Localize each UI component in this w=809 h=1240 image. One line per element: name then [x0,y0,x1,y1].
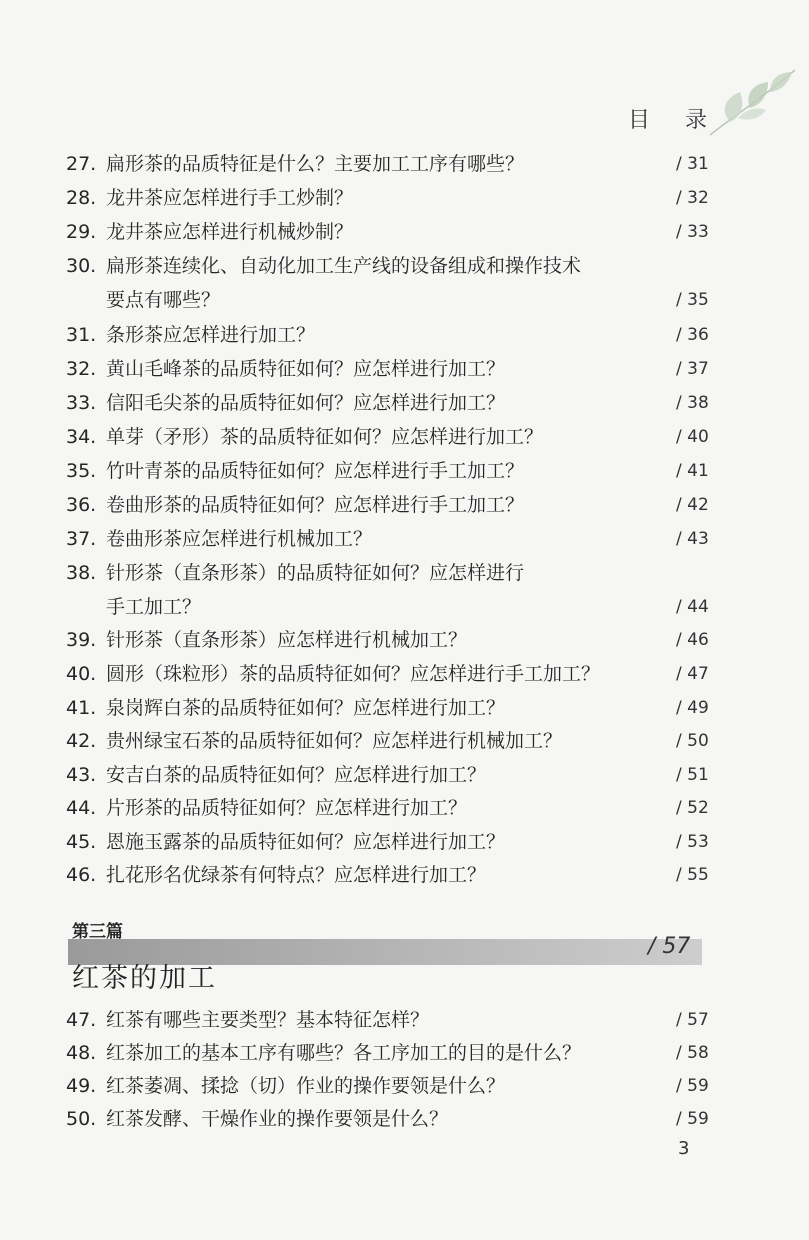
entry-page: / 53 [676,832,709,852]
entry-title: 龙井茶应怎样进行机械炒制？ [106,221,354,243]
entry-number: 43. [66,764,97,786]
toc-entry[interactable] [66,420,726,454]
entry-page: / 57 [676,1010,709,1030]
entry-title: 针形茶（直条形茶）应怎样进行机械加工？ [106,629,468,651]
toc-entry[interactable] [66,1102,726,1136]
entry-number: 30. [66,255,97,277]
entry-page: / 42 [676,495,709,515]
entry-page: / 40 [676,427,709,447]
entry-title: 卷曲形茶的品质特征如何？应怎样进行手工加工？ [106,494,525,516]
toc-entry[interactable] [66,488,726,522]
entry-page: / 33 [676,222,709,242]
entry-title: 竹叶青茶的品质特征如何？应怎样进行手工加工？ [106,460,525,482]
entry-page: / 50 [676,731,709,751]
entry-page: / 38 [676,393,709,413]
toc-entry[interactable] [66,1069,726,1103]
entry-title: 黄山毛峰茶的品质特征如何？应怎样进行加工？ [106,358,506,380]
entry-page: / 47 [676,664,709,684]
entry-page: / 52 [676,798,709,818]
toc-entry[interactable] [66,791,726,825]
toc-entry[interactable] [66,147,726,181]
entry-number: 41. [66,697,97,719]
entry-number: 35. [66,460,97,482]
entry-title: 贵州绿宝石茶的品质特征如何？应怎样进行机械加工？ [106,730,563,752]
toc-entry[interactable] [66,386,726,420]
toc-entry[interactable] [66,352,726,386]
entry-page: / 51 [676,765,709,785]
entry-title: 红茶有哪些主要类型？基本特征怎样？ [106,1009,430,1031]
entry-title: 片形茶的品质特征如何？应怎样进行加工？ [106,797,468,819]
toc-entry[interactable] [66,724,726,758]
entry-number: 49. [66,1075,97,1097]
page-number: 3 [678,1138,690,1159]
entry-number: 40. [66,663,97,685]
entry-title: 信阳毛尖茶的品质特征如何？应怎样进行加工？ [106,392,506,414]
toc-entry[interactable] [66,758,726,792]
entry-title: 扁形茶的品质特征是什么？主要加工工序有哪些？ [106,153,525,175]
toc-entry[interactable] [66,657,726,691]
entry-page: / 58 [676,1043,709,1063]
entry-title: 单芽（矛形）茶的品质特征如何？应怎样进行加工？ [106,426,544,448]
toc-entry[interactable] [66,215,726,249]
entry-title-continued: 要点有哪些？ [106,289,221,311]
entry-page: / 46 [676,630,709,650]
entry-number: 28. [66,187,97,209]
entry-title: 红茶发酵、干燥作业的操作要领是什么？ [106,1108,449,1130]
toc-entry[interactable] [66,1036,726,1070]
entry-title: 泉岗辉白茶的品质特征如何？应怎样进行加工？ [106,697,506,719]
entry-number: 29. [66,221,97,243]
entry-number: 39. [66,629,97,651]
toc-entry[interactable] [66,181,726,215]
toc-entry[interactable] [66,522,726,556]
entry-title: 红茶加工的基本工序有哪些？各工序加工的目的是什么？ [106,1042,582,1064]
entry-number: 32. [66,358,97,380]
entry-title: 扁形茶连续化、自动化加工生产线的设备组成和操作技术 [106,255,582,277]
section-label: 第三篇 [72,922,123,942]
entry-number: 27. [66,153,97,175]
entry-page: / 32 [676,188,709,208]
entry-title-continued: 手工加工？ [106,596,202,618]
entry-number: 50. [66,1108,97,1130]
header-title: 目 录 [628,108,721,133]
toc-entry[interactable] [66,691,726,725]
entry-number: 33. [66,392,97,414]
entry-title: 扎花形名优绿茶有何特点？应怎样进行加工？ [106,864,487,886]
section-title[interactable]: 红茶的加工 [72,963,217,994]
entry-title: 恩施玉露茶的品质特征如何？应怎样进行加工？ [106,831,506,853]
entry-number: 47. [66,1009,97,1031]
entry-page: / 44 [676,597,709,617]
toc-entry[interactable] [66,249,726,317]
entry-page: / 55 [676,865,709,885]
entry-page: / 37 [676,359,709,379]
entry-title: 针形茶（直条形茶）的品质特征如何？应怎样进行 [106,562,525,584]
entry-title: 条形茶应怎样进行加工？ [106,324,316,346]
entry-number: 42. [66,730,97,752]
entry-number: 34. [66,426,97,448]
toc-entry[interactable] [66,858,726,892]
toc-entry[interactable] [66,454,726,488]
entry-page: / 31 [676,154,709,174]
toc-entry[interactable] [66,623,726,657]
entry-number: 44. [66,797,97,819]
entry-title: 卷曲形茶应怎样进行机械加工？ [106,528,373,550]
entry-title: 龙井茶应怎样进行手工炒制？ [106,187,354,209]
entry-title: 圆形（珠粒形）茶的品质特征如何？应怎样进行手工加工？ [106,663,601,685]
entry-page: / 43 [676,529,709,549]
entry-number: 38. [66,562,97,584]
toc-entry[interactable] [66,556,726,624]
entry-page: / 36 [676,325,709,345]
entry-number: 45. [66,831,97,853]
toc-entry[interactable] [66,1003,726,1037]
toc-entry[interactable] [66,825,726,859]
entry-number: 36. [66,494,97,516]
entry-page: / 35 [676,290,709,310]
entry-number: 48. [66,1042,97,1064]
entry-number: 46. [66,864,97,886]
entry-page: / 49 [676,698,709,718]
entry-title: 红茶萎凋、揉捻（切）作业的操作要领是什么？ [106,1075,506,1097]
entry-page: / 59 [676,1109,709,1129]
section-page: / 57 [648,934,691,959]
entry-page: / 41 [676,461,709,481]
entry-page: / 59 [676,1076,709,1096]
toc-entry[interactable] [66,318,726,352]
entry-number: 37. [66,528,97,550]
entry-number: 31. [66,324,97,346]
entry-title: 安吉白茶的品质特征如何？应怎样进行加工？ [106,764,487,786]
